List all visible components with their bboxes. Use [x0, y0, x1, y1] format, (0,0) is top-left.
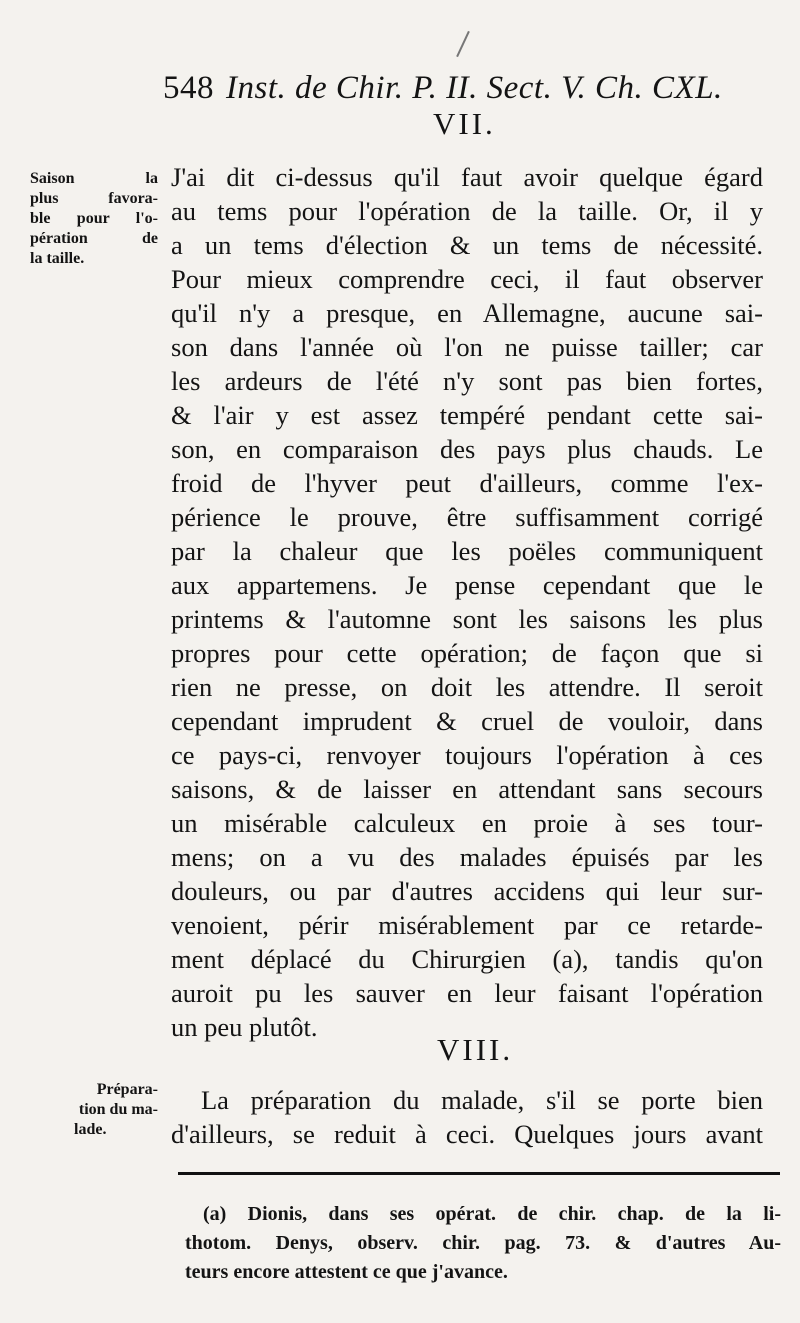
- text-line: aux appartemens. Je pense cependant que le: [171, 570, 763, 600]
- text-line: venoient, périr misérablement par ce retarde-: [171, 910, 763, 940]
- footnote-line: (a) Dionis, dans ses opérat. de chir. chap. de la li-: [203, 1203, 781, 1225]
- text-line: ment déplacé du Chirurgien (a), tandis qu'on: [171, 944, 763, 974]
- text-line: froid de l'hyver peut d'ailleurs, comme l'ex-: [171, 468, 763, 498]
- text-line: & l'air y est assez tempéré pendant cette sai-: [171, 400, 763, 430]
- margin-note-season: [30, 169, 158, 269]
- text-line: par la chaleur que les poëles communiquent: [171, 536, 763, 566]
- text-line: périence le prouve, être suffisamment corrigé: [171, 502, 763, 532]
- margin-note-line: la taille.: [30, 250, 85, 267]
- text-line: son dans l'année où l'on ne puisse tailler; car: [171, 332, 763, 362]
- ink-mark: [456, 31, 470, 57]
- text-line: les ardeurs de l'été n'y sont pas bien fortes,: [171, 366, 763, 396]
- text-line: d'ailleurs, se reduit à ceci. Quelques jours avant: [171, 1119, 763, 1149]
- margin-note-preparation: [30, 1080, 158, 1140]
- text-line: au tems pour l'opération de la taille. Or, il y: [171, 196, 763, 226]
- text-line: son, en comparaison des pays plus chauds. Le: [171, 434, 763, 464]
- section-title-viii: VIII.: [437, 1032, 514, 1067]
- margin-note-line: tion du ma-: [78, 1101, 158, 1118]
- text-line: La préparation du malade, s'il se porte bien: [201, 1085, 763, 1115]
- running-header: [163, 70, 723, 107]
- margin-note-line: pération de: [30, 230, 158, 247]
- text-line: propres pour cette opération; de façon que si: [171, 638, 763, 668]
- text-line: cependant imprudent & cruel de vouloir, dans: [171, 706, 763, 736]
- text-line: rien ne presse, on doit les attendre. Il seroit: [171, 672, 763, 702]
- margin-note-line: plus favora-: [30, 190, 158, 207]
- text-line: Pour mieux comprendre ceci, il faut observer: [171, 264, 763, 294]
- text-line: saisons, & de laisser en attendant sans secours: [171, 774, 763, 804]
- section-title-vii: VII.: [433, 106, 496, 141]
- margin-note-line: Prépara-: [96, 1081, 158, 1098]
- text-line: douleurs, ou par d'autres accidens qui leur sur-: [171, 876, 763, 906]
- page-number: 548: [163, 70, 214, 106]
- footnote-rule: [178, 1172, 780, 1175]
- text-line: un misérable calculeux en proie à ses tour-: [171, 808, 763, 838]
- text-line: printems & l'automne sont les saisons les plus: [171, 604, 763, 634]
- footnote: [185, 1200, 781, 1287]
- text-line: a un tems d'élection & un tems de nécessité.: [171, 230, 763, 260]
- footnote-line: teurs encore attestent ce que j'avance.: [185, 1261, 508, 1283]
- running-title: Inst. de Chir. P. II. Sect. V. Ch. CXL.: [226, 70, 723, 106]
- margin-note-line: Saison la: [30, 170, 158, 187]
- text-line: J'ai dit ci-dessus qu'il faut avoir quelque égard: [171, 162, 763, 192]
- paragraph-viii: [171, 1083, 763, 1151]
- margin-note-line: lade.: [74, 1121, 107, 1138]
- margin-note-line: ble pour l'o-: [30, 210, 158, 227]
- text-line: auroit pu les sauver en leur faisant l'opération: [171, 978, 763, 1008]
- text-line: qu'il n'y a presque, en Allemagne, aucune sai-: [171, 298, 763, 328]
- text-line: ce pays-ci, renvoyer toujours l'opération à ces: [171, 740, 763, 770]
- paragraph-vii: [171, 160, 763, 1044]
- text-line: un peu plutôt.: [171, 1012, 318, 1042]
- text-line: mens; on a vu des malades épuisés par les: [171, 842, 763, 872]
- footnote-line: thotom. Denys, observ. chir. pag. 73. & d'autres Au-: [185, 1232, 781, 1254]
